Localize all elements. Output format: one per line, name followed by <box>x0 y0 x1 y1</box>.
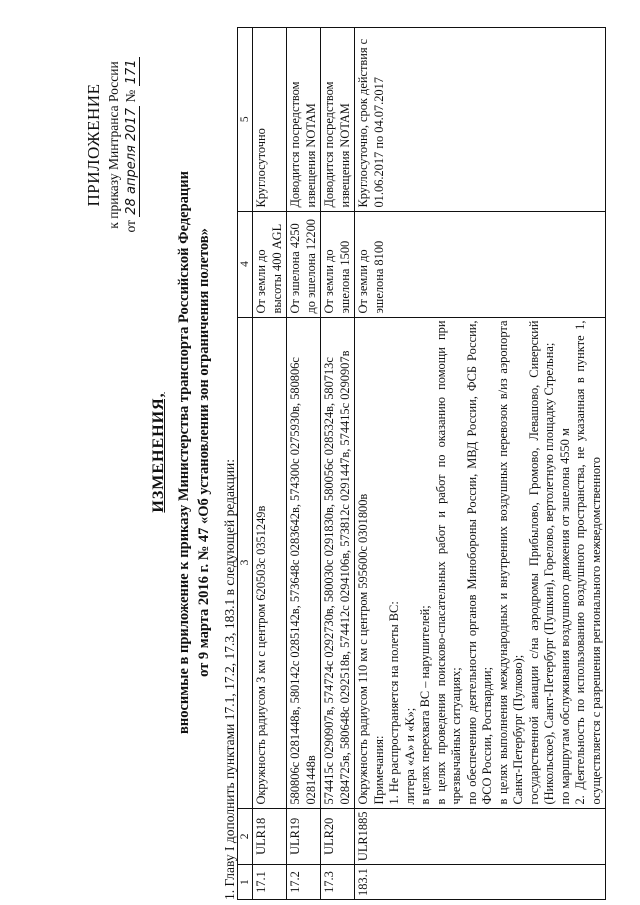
appendix-from-label: от <box>123 220 138 233</box>
appendix-line2 <box>123 35 139 255</box>
zone-regime: Доводится посредством извещения NOTAM <box>287 28 321 212</box>
document-subtitle-2: от 9 марта 2016 г. № 47 «Об установлении зон ограничения полетов» <box>196 228 212 677</box>
zone-regime: Доводится посредством извещения NOTAM <box>321 28 355 212</box>
zone-description <box>355 317 606 808</box>
note-line: 1. Не распространяется на полеты ВС: <box>387 601 402 805</box>
column-number: 5 <box>238 28 253 212</box>
zone-description: 574415с 0290907в, 574724с 0292730в, 580030с 0291830в, 580056с 0285324в, 580713с 0284725в, 580648с 0292518в, 574412с 0294106в, 573812с 0291447в, 574415с 0290907в <box>321 317 355 808</box>
note-line: 2. Деятельность по использованию воздушного пространства, не указанная в пункте 1, осуществляется с разрешения регионального межведомственного <box>573 320 603 805</box>
zone-code: ULR19 <box>287 808 321 865</box>
column-number: 4 <box>238 211 253 317</box>
table-row <box>253 28 287 900</box>
zone-regime: Круглосуточно, срок действия с 01.06.2017 по 04.07.2017 <box>355 28 606 212</box>
row-number: 183.1 <box>355 865 606 900</box>
zone-limits: От эшелона 4250 до эшелона 12200 <box>287 211 321 317</box>
zone-limits: От земли до высоты 400 AGL <box>253 211 287 317</box>
note-line: литера «А» и «К»; <box>402 707 417 805</box>
zone-limits: От земли до эшелона 1500 <box>321 211 355 317</box>
zone-code: ULR20 <box>321 808 355 865</box>
appendix-number-handwritten: 171 <box>124 59 139 85</box>
column-number: 3 <box>238 317 253 808</box>
table-row <box>355 28 606 900</box>
appendix-title: ПРИЛОЖЕНИЕ <box>84 83 103 207</box>
intro-paragraph: 1. Главу I дополнить пунктами 17.1, 17.2, 17.3, 183.1 в следующей редакции: <box>222 458 237 900</box>
note-line: по обеспечению деятельности органов Минобороны России, МВД России, ФСБ России, ФСО России, Росгвардии; <box>464 320 495 805</box>
zone-description: 580806с 0281448в, 580142с 0285142в, 573648с 0283642в, 574300с 0275930в, 580806с 0281448в <box>287 317 321 808</box>
row-number: 17.2 <box>287 865 321 900</box>
appendix-number-sign: № <box>123 89 138 103</box>
zone-description: Окружность радиусом 3 км с центром 620503с 0351249в <box>253 317 287 808</box>
note-line: по маршрутам обслуживания воздушного движения от эшелона 4550 м <box>557 428 572 805</box>
table-row <box>287 28 321 900</box>
column-number-row <box>238 28 253 900</box>
note-line: в целях перехвата ВС – нарушителей; <box>418 605 433 805</box>
column-number: 1 <box>238 865 253 900</box>
row-number: 17.3 <box>321 865 355 900</box>
appendix-line1: к приказу Минтранса России <box>106 61 121 229</box>
zone-description-main: Окружность радиусом 110 км с центром 595600с 0301800в <box>356 493 371 805</box>
note-line: Примечания: <box>371 735 386 805</box>
row-number: 17.1 <box>253 865 287 900</box>
zone-code: ULR1885 <box>355 808 606 865</box>
appendix-block <box>84 35 139 255</box>
note-line: в целях проведения поисково-спасательных работ и работ по оказанию помощи при чрезвычайных ситуациях; <box>433 320 464 805</box>
note-line: государственной авиации с/на аэродромы Прибылово, Громово, Левашово, Сиверский (Никольское), Санкт-Петербург (Пушкин), Горелово, вертолетную площадку Стрельна; <box>526 320 557 805</box>
zone-code: ULR18 <box>253 808 287 865</box>
zone-regime: Круглосуточно <box>253 28 287 212</box>
table-row <box>321 28 355 900</box>
appendix-date-handwritten: 28 апреля 2017 <box>124 107 139 215</box>
document-subtitle: вносимые в приложение к приказу Министерства транспорта Российской Федерации <box>176 171 192 734</box>
zones-table <box>237 27 606 900</box>
zone-limits: От земли до эшелона 8100 <box>355 211 606 317</box>
document-title: ИЗМЕНЕНИЯ, <box>150 392 167 513</box>
note-line: в целях выполнения международных и внутренних воздушных перевозок в/из аэропорта Санкт-Петербург (Пулково); <box>495 320 526 805</box>
column-number: 2 <box>238 808 253 865</box>
